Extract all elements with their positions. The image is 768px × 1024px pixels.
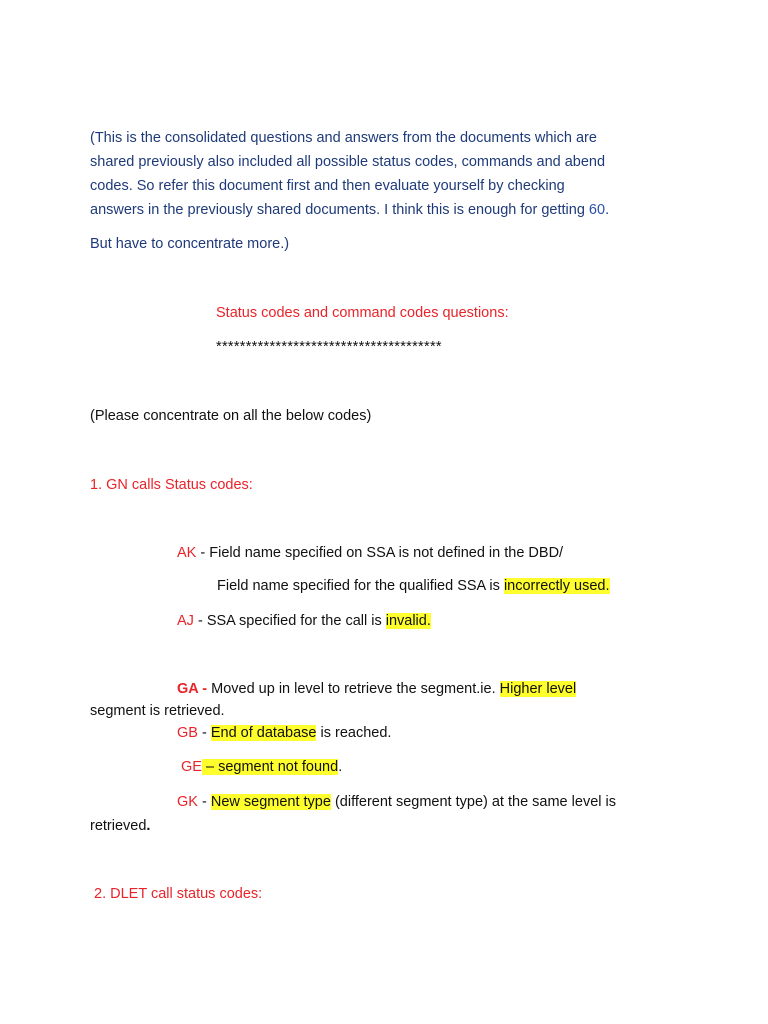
stars-divider: ************************************** [216, 339, 442, 355]
intro-line-3: codes. So refer this document first and then evaluate yourself by checking [90, 178, 565, 194]
section-1-number: 1. [90, 477, 107, 493]
section-1-heading [90, 476, 253, 494]
intro-line-1: (This is the consolidated questions and answers from the documents which are [90, 130, 597, 146]
intro-score: 60 [588, 202, 606, 218]
section-2-heading [94, 885, 262, 903]
code-gk-continued [90, 817, 150, 835]
code-aj-label: AJ [177, 613, 194, 629]
intro-line-5: But have to concentrate more.) [90, 236, 290, 252]
code-gk-text: (different segment type) at the same level is [330, 794, 616, 810]
code-gk-highlight: New segment type [210, 794, 331, 810]
code-gk-text-b: retrieved [90, 818, 147, 834]
code-gk [177, 793, 616, 811]
code-ga-continued: segment is retrieved. [90, 703, 225, 719]
note-text: (Please concentrate on all the below codes) [90, 408, 372, 424]
code-ge-text: . [338, 759, 343, 775]
code-ak [177, 544, 563, 562]
code-ak-label: AK [177, 545, 197, 561]
code-ga-highlight: Higher level [499, 681, 577, 697]
section-1-title-b: Status codes: [164, 477, 253, 493]
code-ge-label: GE [181, 759, 202, 775]
code-ak2-highlight: incorrectly used. [503, 578, 610, 594]
code-gk-text-c: . [146, 818, 151, 834]
code-ak-text: Field name specified on SSA is not defined in the DBD/ [209, 545, 564, 561]
code-ak-sep: - [196, 545, 210, 561]
code-gb-highlight: End of database [210, 725, 317, 741]
code-ga-label: GA [177, 681, 199, 697]
code-gb-sep: - [197, 725, 211, 741]
section-title: Status codes and command codes questions: [216, 305, 509, 321]
code-gb-text: is reached. [316, 725, 392, 741]
code-ga-text: Moved up in level to retrieve the segment.ie. [211, 681, 500, 697]
code-gb [177, 724, 391, 742]
section-2-title: DLET call status codes: [110, 886, 263, 902]
code-gk-sep: - [197, 794, 211, 810]
intro-line-4-text: answers in the previously shared documents. I think this is enough for getting [90, 202, 589, 218]
code-gb-label: GB [177, 725, 198, 741]
intro-line-4-end: . [605, 202, 610, 218]
code-aj [177, 612, 431, 630]
code-aj-highlight: invalid. [385, 613, 431, 629]
code-aj-text: SSA specified for the call is [206, 613, 386, 629]
code-gk-label: GK [177, 794, 198, 810]
code-aj-sep: - [193, 613, 207, 629]
code-ga-sep: - [198, 681, 212, 697]
code-ge-highlight: – segment not found [201, 759, 339, 775]
intro-line-2: shared previously also included all possible status codes, commands and abend [90, 154, 606, 170]
code-ak2-text: Field name specified for the qualified SSA is [217, 578, 504, 594]
code-ak-continued [217, 577, 610, 595]
intro-line-4 [90, 201, 609, 219]
code-ge [181, 758, 342, 776]
section-1-title-a: GN calls [106, 477, 165, 493]
code-ga [177, 680, 576, 698]
section-2-number: 2. [94, 886, 111, 902]
